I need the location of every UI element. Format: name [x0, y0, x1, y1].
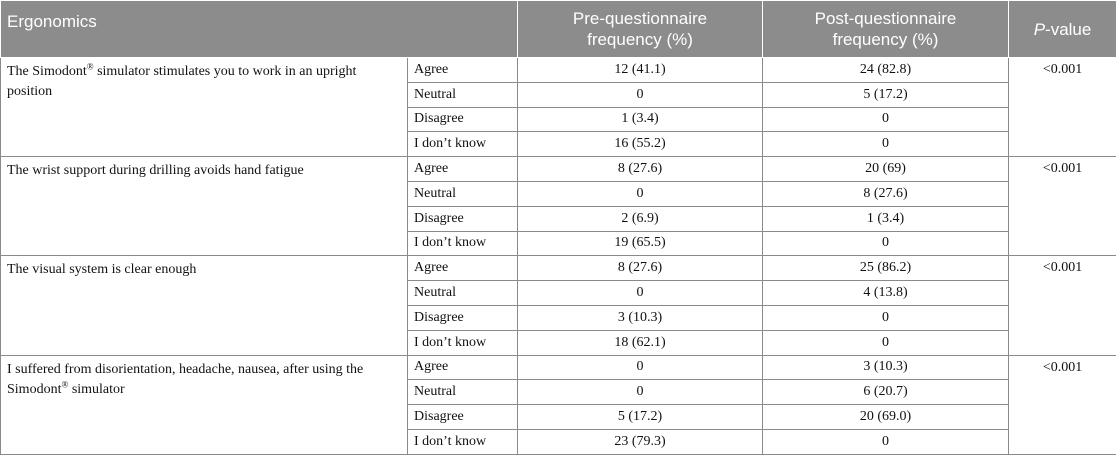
post-frequency-cell: 8 (27.6)	[763, 181, 1009, 206]
post-frequency-cell: 0	[763, 231, 1009, 256]
table-row	[1, 157, 1116, 182]
pre-frequency-cell: 12 (41.1)	[518, 58, 763, 83]
question-cell: I suffered from disorientation, headache, nausea, after using the Simodont® simulator	[1, 355, 408, 454]
post-frequency-cell: 0	[763, 429, 1009, 454]
post-frequency-cell: 0	[763, 107, 1009, 132]
pre-frequency-cell: 8 (27.6)	[518, 256, 763, 281]
question-cell: The Simodont® simulator stimulates you to work in an upright position	[1, 58, 408, 157]
table-row	[1, 58, 1116, 83]
pre-frequency-cell: 19 (65.5)	[518, 231, 763, 256]
post-frequency-cell: 6 (20.7)	[763, 380, 1009, 405]
response-cell: Disagree	[408, 405, 518, 430]
post-frequency-cell: 4 (13.8)	[763, 281, 1009, 306]
post-frequency-cell: 0	[763, 330, 1009, 355]
post-frequency-cell: 3 (10.3)	[763, 355, 1009, 380]
p-value-cell: <0.001	[1009, 355, 1116, 454]
table-row	[1, 256, 1116, 281]
header-post-frequency: Post-questionnaire frequency (%)	[763, 1, 1009, 58]
response-cell: Agree	[408, 256, 518, 281]
response-cell: Neutral	[408, 380, 518, 405]
question-cell: The wrist support during drilling avoids hand fatigue	[1, 157, 408, 256]
response-cell: Disagree	[408, 206, 518, 231]
header-pre-frequency: Pre-questionnaire frequency (%)	[518, 1, 763, 58]
post-frequency-cell: 0	[763, 305, 1009, 330]
response-cell: Neutral	[408, 181, 518, 206]
response-cell: Agree	[408, 58, 518, 83]
post-frequency-cell: 24 (82.8)	[763, 58, 1009, 83]
pre-frequency-cell: 0	[518, 181, 763, 206]
p-value-cell: <0.001	[1009, 58, 1116, 157]
pre-frequency-cell: 18 (62.1)	[518, 330, 763, 355]
post-frequency-cell: 20 (69)	[763, 157, 1009, 182]
header-row	[1, 1, 1116, 58]
pre-frequency-cell: 0	[518, 281, 763, 306]
pre-frequency-cell: 0	[518, 355, 763, 380]
pre-frequency-cell: 5 (17.2)	[518, 405, 763, 430]
post-frequency-cell: 1 (3.4)	[763, 206, 1009, 231]
response-cell: Neutral	[408, 82, 518, 107]
pre-frequency-cell: 0	[518, 380, 763, 405]
pre-frequency-cell: 1 (3.4)	[518, 107, 763, 132]
response-cell: I don’t know	[408, 132, 518, 157]
question-cell: The visual system is clear enough	[1, 256, 408, 355]
p-value-cell: <0.001	[1009, 256, 1116, 355]
response-cell: I don’t know	[408, 231, 518, 256]
pre-frequency-cell: 2 (6.9)	[518, 206, 763, 231]
header-ergonomics: Ergonomics	[1, 1, 518, 58]
post-frequency-cell: 25 (86.2)	[763, 256, 1009, 281]
post-frequency-cell: 0	[763, 132, 1009, 157]
response-cell: Agree	[408, 157, 518, 182]
pre-frequency-cell: 8 (27.6)	[518, 157, 763, 182]
response-cell: Disagree	[408, 305, 518, 330]
table-row	[1, 355, 1116, 380]
response-cell: Disagree	[408, 107, 518, 132]
response-cell: Agree	[408, 355, 518, 380]
pre-frequency-cell: 23 (79.3)	[518, 429, 763, 454]
pre-frequency-cell: 3 (10.3)	[518, 305, 763, 330]
header-p-value: P-value	[1009, 1, 1116, 58]
pre-frequency-cell: 16 (55.2)	[518, 132, 763, 157]
post-frequency-cell: 5 (17.2)	[763, 82, 1009, 107]
post-frequency-cell: 20 (69.0)	[763, 405, 1009, 430]
pre-frequency-cell: 0	[518, 82, 763, 107]
response-cell: I don’t know	[408, 330, 518, 355]
response-cell: I don’t know	[408, 429, 518, 454]
p-value-cell: <0.001	[1009, 157, 1116, 256]
response-cell: Neutral	[408, 281, 518, 306]
